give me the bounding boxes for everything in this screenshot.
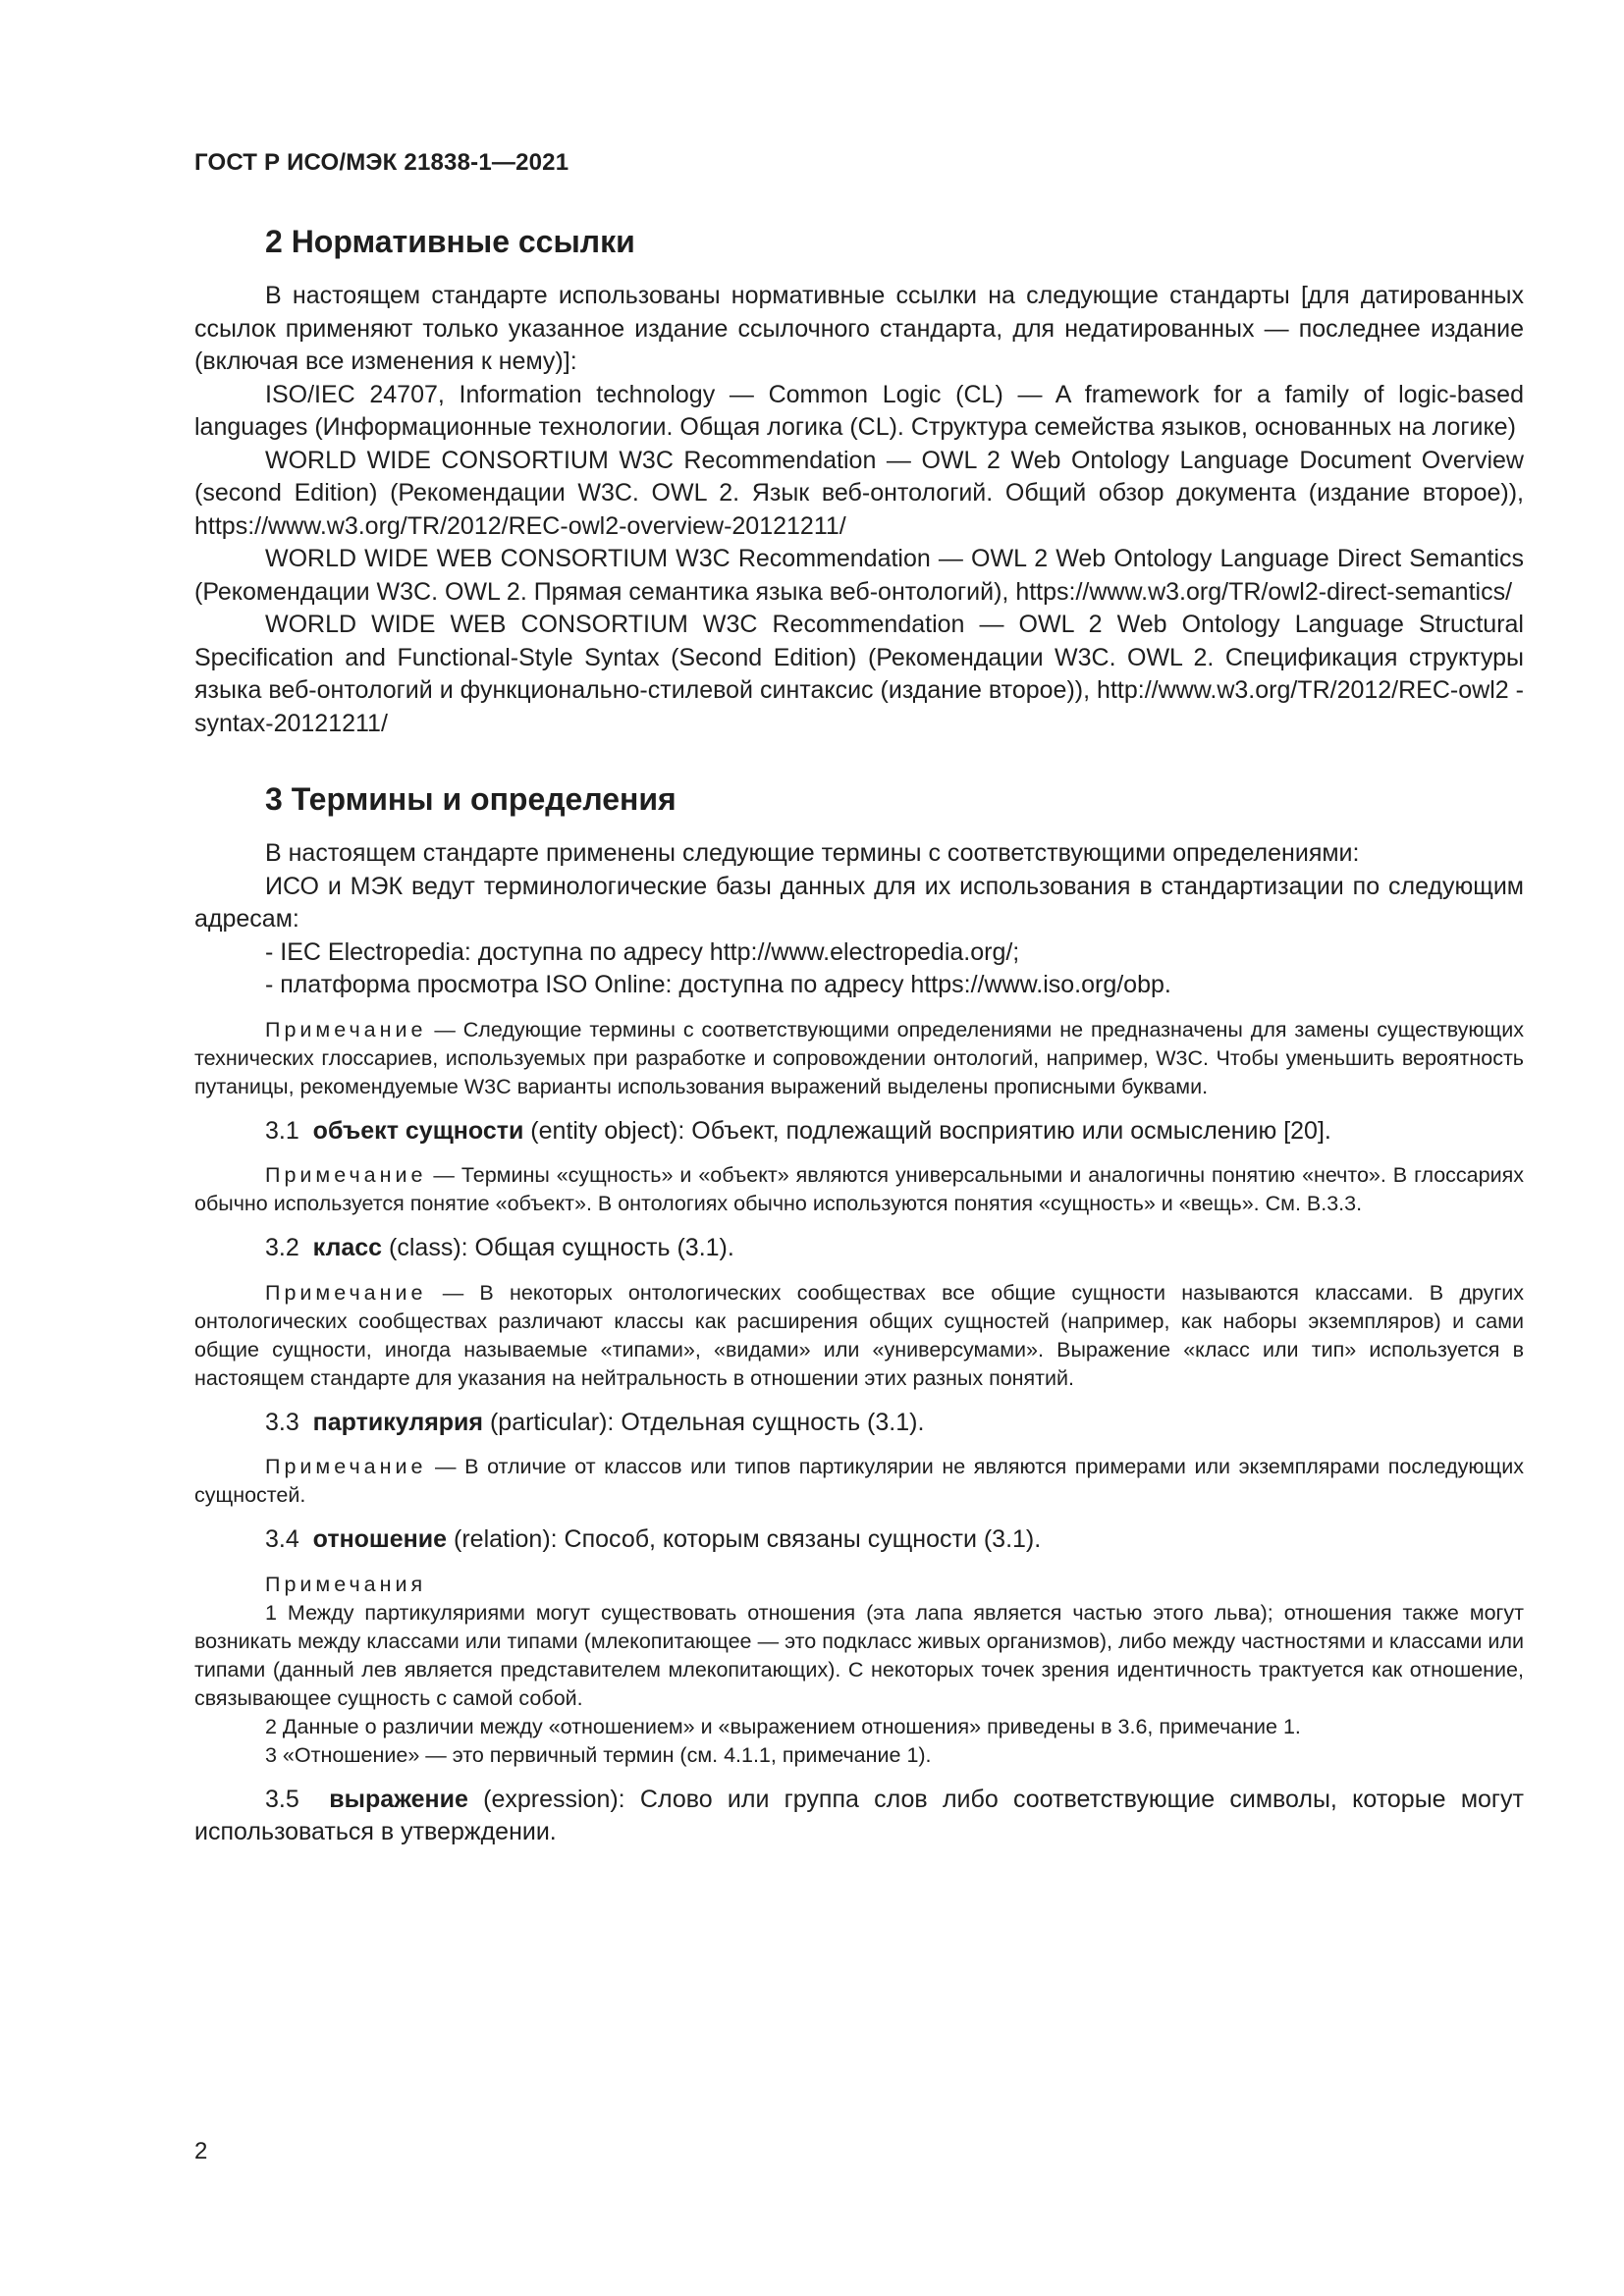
reference-item: WORLD WIDE WEB CONSORTIUM W3C Recommendation — OWL 2 Web Ontology Language Structural Specification and Functional-Style Syntax (Second Edition) (Рекомендации W3C. OWL 2. Спецификация структуры языка веб-онтологий и функционально-стилевой синтаксис (издание второе)), http://www.w3.org/TR/2012/REC-owl2 -syntax-20121211/ — [194, 611, 1524, 737]
term-note — [194, 1161, 1524, 1218]
note-text: — Следующие термины с соответствующими определениями не предназначены для замены существующих технических глоссариев, используемых при разработке и сопровождении онтологий, например, W3C. Чтобы уменьшить вероятность путаницы, рекомендуемые W3C варианты использования выражений выделены прописными буквами. — [194, 1017, 1524, 1098]
address-item: - платформа просмотра ISO Online: доступна по адресу https://www.iso.org/obp. — [265, 971, 1171, 998]
term-entry — [194, 1784, 1524, 1849]
term-name: объект сущности — [312, 1116, 524, 1145]
term-number: 3.2 — [265, 1234, 299, 1261]
term-definition: (class): Общая сущность (3.1). — [382, 1234, 734, 1261]
term-entry — [194, 1407, 1524, 1440]
section-3-databases: ИСО и МЭК ведут терминологические базы данных для их использования в стандартизации по следующим адресам: — [194, 872, 1524, 933]
term-number: 3.3 — [265, 1408, 299, 1436]
term-definition: (particular): Отдельная сущность (3.1). — [483, 1408, 925, 1436]
section-2-intro: В настоящем стандарте использованы нормативные ссылки на следующие стандарты [для датированных ссылок применяют только указанное издание ссылочного стандарта, для недатированных — последнее издание (включая все изменения к нему)]: — [194, 282, 1524, 375]
reference-item: ISO/IEC 24707, Information technology — Common Logic (CL) — A framework for a family of logic-based languages (Информационные технологии. Общая логика (CL). Структура семейства языков, основанных на логике) — [194, 380, 1524, 441]
term-name: выражение — [329, 1785, 468, 1813]
term-name: класс — [312, 1234, 383, 1261]
term-entry — [194, 1115, 1524, 1148]
term-definition: (expression): Слово или группа слов либо соответствующие символы, которые могут использоваться в утверждении. — [194, 1785, 1524, 1845]
term-entry — [194, 1232, 1524, 1265]
page-number: 2 — [194, 2138, 208, 2164]
term-note — [194, 1453, 1524, 1510]
term-number: 3.5 — [265, 1785, 299, 1813]
reference-item: WORLD WIDE WEB CONSORTIUM W3C Recommendation — OWL 2 Web Ontology Language Direct Semantics (Рекомендации W3C. OWL 2. Прямая семантика языка веб-онтологий), https://www.w3.org/TR/owl2-direct-semantics/ — [194, 545, 1524, 606]
section-3-title: 3 Термины и определения — [265, 781, 677, 817]
section-3-intro: В настоящем стандарте применены следующие термины с соответствующими определениями: — [265, 839, 1360, 867]
page-content — [194, 224, 1524, 1849]
term-name: партикулярия — [312, 1408, 484, 1436]
term-number: 3.1 — [265, 1116, 299, 1145]
running-header: ГОСТ Р ИСО/МЭК 21838-1—2021 — [194, 149, 569, 176]
note-text: — В отличие от классов или типов партикулярии не являются примерами или экземплярами последующих сущностей. — [194, 1455, 1524, 1507]
term-definition: (relation): Способ, которым связаны сущности (3.1). — [447, 1525, 1042, 1553]
notes-label: Примечания — [265, 1572, 427, 1596]
section-3-note — [194, 1016, 1524, 1101]
term-note-item: 1 Между партикуляриями могут существовать отношения (эта лапа является частью этого льва); отношения также могут возникать между классами или типами (млекопитающее — это подкласс живых организмов), либо между частностями и классами или типами (данный лев является представителем млекопитающих). С некоторых точек зрения идентичность трактуется как отношение, связывающее сущность с самой собой. — [194, 1600, 1524, 1710]
term-note — [194, 1279, 1524, 1393]
section-2-title: 2 Нормативные ссылки — [265, 224, 635, 259]
address-item: - IEC Electropedia: доступна по адресу http://www.electropedia.org/; — [265, 937, 1020, 966]
term-entry — [194, 1523, 1524, 1557]
term-notes-heading — [194, 1571, 1524, 1599]
term-note-item: 2 Данные о различии между «отношением» и «выражением отношения» приведены в 3.6, примечание 1. — [265, 1714, 1301, 1738]
note-label: Примечание — [265, 1280, 427, 1305]
reference-item: WORLD WIDE CONSORTIUM W3C Recommendation — OWL 2 Web Ontology Language Document Overview (second Edition) (Рекомендации W3C. OWL 2. Язык веб-онтологий. Общий обзор документа (издание второе)), https://www.w3.org/TR/2012/REC-owl2-overview-20121211/ — [194, 446, 1524, 540]
note-label: Примечание — [265, 1017, 427, 1041]
term-number: 3.4 — [265, 1525, 299, 1553]
note-label: Примечание — [265, 1455, 427, 1478]
term-note-item: 3 «Отношение» — это первичный термин (см. 4.1.1, примечание 1). — [265, 1742, 932, 1767]
term-definition: (entity object): Объект, подлежащий восприятию или осмыслению [20]. — [523, 1116, 1331, 1145]
term-name: отношение — [312, 1525, 448, 1553]
note-text: — В некоторых онтологических сообществах все общие сущности называются классами. В других онтологических сообществах различают классы как расширения общих сущностей (например, как наборы экземпляров) и сами общие сущности, иногда называемые «типами», «видами» или «универсумами». Выражение «класс или тип» используется в настоящем стандарте для указания на нейтральность в отношении этих разных понятий. — [194, 1280, 1524, 1390]
note-label: Примечание — [265, 1163, 427, 1187]
note-text: — Термины «сущность» и «объект» являются универсальными и аналогичны понятию «нечто». В глоссариях обычно используется понятие «объект». В онтологиях обычно используются понятия «сущность» и «вещь». См. B.3.3. — [194, 1163, 1524, 1215]
